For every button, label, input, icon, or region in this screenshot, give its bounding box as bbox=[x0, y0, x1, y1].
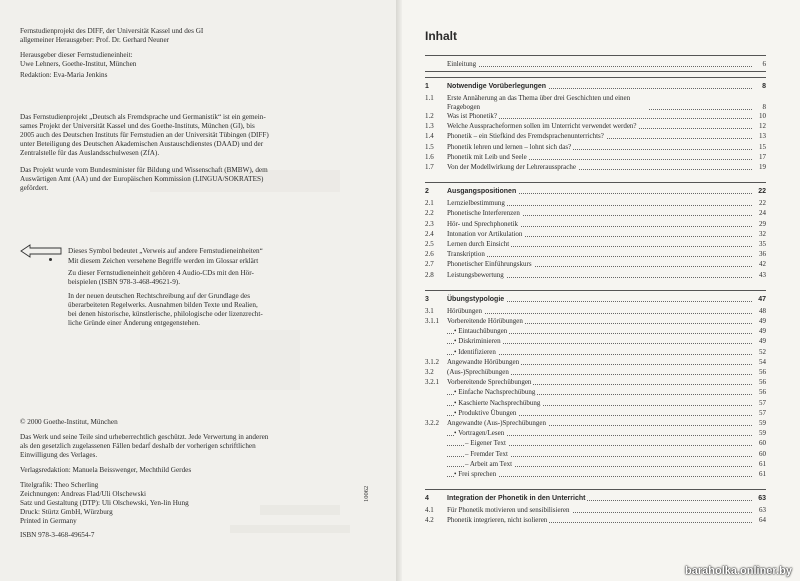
toc-title: • Produktive Übungen bbox=[454, 408, 517, 417]
verlagsredaktion: Verlagsredaktion: Manuela Beisswenger, Mechthild Gerdes bbox=[20, 466, 192, 474]
toc-entry bbox=[425, 122, 766, 131]
toc-number: 3.2.2 bbox=[425, 419, 439, 427]
toc-entry bbox=[425, 516, 766, 525]
toc-entry bbox=[425, 450, 766, 459]
isbn: ISBN 978-3-468-49654-7 bbox=[20, 531, 95, 539]
toc-entry bbox=[425, 470, 766, 479]
toc-title: • Eintauchübungen bbox=[454, 327, 508, 336]
toc-title: Von der Modellwirkung der Lehreraussprache bbox=[447, 163, 576, 171]
toc-page-number: 6 bbox=[762, 60, 766, 68]
toc-title: Transkription bbox=[447, 250, 485, 259]
toc-number: 3.1.1 bbox=[425, 317, 439, 325]
copyright: © 2000 Goethe-Institut, München bbox=[20, 418, 118, 426]
editors-line: Uwe Lehners, Goethe-Institut, München bbox=[20, 60, 137, 68]
toc-title: • Diskriminieren bbox=[454, 337, 501, 346]
toc-entry bbox=[425, 199, 766, 208]
toc-leader-dots bbox=[447, 256, 752, 257]
toc-entry bbox=[425, 388, 766, 397]
toc-page-number: 56 bbox=[759, 368, 766, 376]
toc-page-number: 29 bbox=[759, 219, 766, 228]
toc-page-number: 47 bbox=[758, 295, 766, 303]
toc-number: 2.2 bbox=[425, 209, 434, 218]
toc-page-number: 36 bbox=[759, 250, 766, 259]
toc-page-number: 8 bbox=[762, 103, 766, 111]
toc-number: 1.3 bbox=[425, 122, 434, 131]
divider bbox=[425, 489, 766, 490]
project-line: unter Beteiligung des Deutschen Akademischen Austauschdienstes (DAAD) und der bbox=[20, 140, 264, 148]
toc-entry bbox=[425, 378, 766, 387]
credits-line: Titelgrafik: Theo Scherling bbox=[20, 481, 99, 489]
project-line: sames Projekt der Universität Kassel und des Goethe-Instituts, München (GI), bis bbox=[20, 122, 255, 130]
toc-title: • Frei sprechen bbox=[454, 470, 497, 478]
toc-number: 2.3 bbox=[425, 219, 434, 228]
toc-page-number: 56 bbox=[759, 388, 766, 397]
toc-title: Übungstypologie bbox=[447, 295, 505, 303]
toc-title: Hör- und Sprechphonetik bbox=[447, 219, 519, 228]
toc-entry bbox=[425, 230, 766, 239]
toc-entry bbox=[425, 307, 766, 316]
toc-page-number: 49 bbox=[759, 327, 766, 336]
toc-entry bbox=[425, 494, 766, 503]
toc-title: • Kaschierte Nachsprechübung bbox=[454, 398, 541, 407]
toc-title: – Eigener Text bbox=[465, 439, 506, 448]
toc-title: Phonetik – ein Stiefkind des Fremdsprachenunterrichts? bbox=[447, 132, 604, 141]
toc-leader-dots bbox=[447, 313, 752, 314]
toc-page-number: 61 bbox=[759, 459, 766, 468]
toc-title: Angewandte (Aus-)Sprechübungen bbox=[447, 419, 546, 427]
funding-line: gefördert. bbox=[20, 184, 49, 192]
toc-title: Lernen durch Einsicht bbox=[447, 240, 510, 248]
toc-title: Integration der Phonetik in den Unterricht bbox=[447, 495, 586, 503]
toc-entry bbox=[425, 460, 766, 469]
page-title: Inhalt bbox=[425, 29, 457, 43]
toc-page-number: 57 bbox=[759, 398, 766, 407]
spelling-line: In der neuen deutschen Rechtschreibung auf der Grundlage des bbox=[68, 292, 251, 300]
funding-line: Auswärtigen Amt (AA) und der Europäischen Kommission (LINGUA/SOKRATES) bbox=[20, 175, 264, 183]
toc-page-number: 10 bbox=[759, 112, 766, 120]
book-gutter bbox=[396, 0, 402, 581]
toc-leader-dots bbox=[447, 66, 752, 67]
toc-number: 2.4 bbox=[425, 229, 434, 238]
toc-page-number: 17 bbox=[759, 152, 766, 161]
toc-entry bbox=[425, 368, 766, 377]
toc-page-number: 56 bbox=[759, 378, 766, 387]
divider bbox=[425, 182, 766, 183]
toc-title: Intonation vor Artikulation bbox=[447, 229, 523, 238]
toc-page-number: 13 bbox=[759, 132, 766, 141]
toc-title: Vorbereitende Hörübungen bbox=[447, 317, 523, 325]
toc-page-number: 32 bbox=[759, 229, 766, 238]
toc-title: Phonetischer Einführungskurs bbox=[447, 260, 532, 269]
toc-entry bbox=[425, 209, 766, 218]
toc-page-number: 43 bbox=[759, 270, 766, 279]
toc-title: Für Phonetik motivieren und sensibilisieren bbox=[447, 506, 570, 515]
toc-title: Angewandte Hörübungen bbox=[447, 357, 520, 366]
toc-entry bbox=[425, 187, 766, 196]
divider bbox=[425, 77, 766, 78]
toc-page-number: 22 bbox=[759, 199, 766, 208]
glossary-dot-icon bbox=[49, 258, 52, 261]
credits-line: Zeichnungen: Andreas Flad/Uli Olschewski bbox=[20, 490, 146, 498]
toc-entry bbox=[425, 250, 766, 259]
toc-page-number: 60 bbox=[759, 439, 766, 448]
toc-title: Hörübungen bbox=[447, 306, 482, 315]
spelling-line: bei denen historische, künstlerische, philologische oder lizenzrecht- bbox=[68, 310, 263, 318]
toc-title: Leistungsbewertung bbox=[447, 270, 504, 279]
toc-number: 3.2 bbox=[425, 368, 434, 376]
toc-page-number: 61 bbox=[759, 470, 766, 478]
watermark: baraholka.onliner.by bbox=[685, 565, 792, 577]
toc-entry bbox=[425, 419, 766, 428]
toc-title: Welche Ausspracheformen sollen im Unterricht verwendet werden? bbox=[447, 122, 637, 131]
toc-entry bbox=[425, 327, 766, 336]
bleed-through-block bbox=[230, 525, 350, 533]
toc-entry bbox=[425, 399, 766, 408]
toc-page-number: 64 bbox=[759, 516, 766, 525]
toc-title: Lernzielbestimmung bbox=[447, 199, 505, 208]
toc-title: – Fremder Text bbox=[465, 449, 508, 458]
toc-number: 2.6 bbox=[425, 250, 434, 259]
rights-line: Das Werk und seine Teile sind urheberrechtlich geschützt. Jede Verwertung in anderen bbox=[20, 433, 269, 441]
header-line: allgemeiner Herausgeber: Prof. Dr. Gerhard Neuner bbox=[20, 36, 170, 44]
toc-title: Phonetik integrieren, nicht isolieren bbox=[447, 516, 548, 525]
toc-number: 1.4 bbox=[425, 132, 434, 141]
header-line: Fernstudienprojekt des DIFF, der Universität Kassel und des GI bbox=[20, 27, 204, 35]
toc-entry bbox=[425, 143, 766, 152]
toc-title: – Arbeit am Text bbox=[465, 459, 513, 468]
toc-number: 2.1 bbox=[425, 199, 434, 208]
toc-entry bbox=[425, 295, 766, 304]
toc-entry bbox=[425, 271, 766, 280]
toc-entry bbox=[425, 94, 766, 112]
toc-number: 1.6 bbox=[425, 152, 434, 161]
toc-title: Was ist Phonetik? bbox=[447, 112, 497, 120]
toc-number: 3.1 bbox=[425, 306, 434, 315]
toc-entry bbox=[425, 220, 766, 229]
toc-number: 2.5 bbox=[425, 240, 434, 248]
project-line: 2005 auch des Deutschen Instituts für Fernstudien an der Universität Tübingen (DIFF) bbox=[20, 131, 269, 139]
toc-page-number: 59 bbox=[759, 419, 766, 427]
bleed-through-block bbox=[260, 505, 340, 515]
toc-title: (Aus-)Sprechübungen bbox=[447, 368, 509, 376]
toc-page-number: 48 bbox=[759, 306, 766, 315]
toc-page-number: 8 bbox=[762, 83, 766, 90]
toc-title: Erste Annäherung an das Thema über drei Geschichten und einen Fragebogen bbox=[447, 94, 649, 111]
toc-entry bbox=[425, 132, 766, 141]
toc-page-number: 60 bbox=[759, 449, 766, 458]
toc-title: Notwendige Vorüberlegungen bbox=[447, 83, 547, 90]
toc-entry bbox=[425, 337, 766, 346]
toc-entry bbox=[425, 60, 766, 69]
toc-title: Phonetik lehren und lernen – lohnt sich das? bbox=[447, 142, 572, 151]
audio-line: Zu dieser Fernstudieneinheit gehören 4 Audio-CDs mit den Hör- bbox=[68, 269, 254, 277]
toc-page-number: 52 bbox=[759, 347, 766, 356]
redaktion-line: Redaktion: Eva-Maria Jenkins bbox=[20, 71, 108, 79]
toc-entry bbox=[425, 82, 766, 91]
toc-page-number: 42 bbox=[759, 260, 766, 269]
spelling-line: überarbeiteten Regelwerks. Ausnahmen bilden Texte und Realien, bbox=[68, 301, 258, 309]
symbol-dot-text: Mit diesem Zeichen versehene Begriffe werden im Glossar erklärt bbox=[68, 257, 259, 265]
toc-title: Einleitung bbox=[447, 60, 477, 68]
toc-page-number: 35 bbox=[759, 240, 766, 248]
toc-number: 4.1 bbox=[425, 506, 434, 515]
toc-number: 1.2 bbox=[425, 112, 434, 120]
toc-page-number: 63 bbox=[759, 506, 766, 515]
rights-line: als den gesetzlich zugelassenen Fällen bedarf deshalb der vorherigen schriftlichen bbox=[20, 442, 256, 450]
project-line: Das Fernstudienprojekt „Deutsch als Fremdsprache und Germanistik“ ist ein gemein- bbox=[20, 113, 266, 121]
toc-number: 2.8 bbox=[425, 270, 434, 279]
toc-entry bbox=[425, 260, 766, 269]
spelling-line: liche Gründe einer Änderung entgegenstehen. bbox=[68, 319, 200, 327]
toc-page-number: 59 bbox=[759, 429, 766, 438]
toc-entry bbox=[425, 358, 766, 367]
toc-number: 3 bbox=[425, 295, 429, 303]
toc-entry bbox=[425, 317, 766, 326]
divider bbox=[425, 55, 766, 56]
toc-entry bbox=[425, 409, 766, 418]
credits-line: Printed in Germany bbox=[20, 517, 77, 525]
toc-page-number: 54 bbox=[759, 357, 766, 366]
toc-page-number: 22 bbox=[758, 188, 766, 196]
toc-title: Phonetische Interferenzen bbox=[447, 209, 520, 218]
toc-number: 4.2 bbox=[425, 516, 434, 525]
toc-number: 2 bbox=[425, 188, 429, 196]
toc-page-number: 19 bbox=[759, 163, 766, 171]
toc-title: Ausgangspositionen bbox=[447, 188, 517, 196]
toc-entry bbox=[425, 429, 766, 438]
toc-page-number: 49 bbox=[759, 337, 766, 346]
toc-page-number: 49 bbox=[759, 317, 766, 325]
toc-title: • Identifizieren bbox=[454, 347, 496, 356]
symbol-arrow-text: Dieses Symbol bedeutet „Verweis auf andere Fernstudieneinheiten“ bbox=[68, 247, 263, 255]
toc-number: 1.5 bbox=[425, 142, 434, 151]
toc-entry bbox=[425, 153, 766, 162]
side-number: 10062 bbox=[363, 485, 370, 502]
toc-title: Vorbereitende Sprechübungen bbox=[447, 378, 532, 387]
toc-page-number: 63 bbox=[758, 495, 766, 503]
toc-entry bbox=[425, 163, 766, 172]
divider bbox=[425, 290, 766, 291]
toc-page-number: 57 bbox=[759, 408, 766, 417]
reference-arrow-icon bbox=[20, 244, 62, 258]
toc-entry bbox=[425, 348, 766, 357]
audio-line: beispielen (ISBN 978-3-468-49621-9). bbox=[68, 278, 180, 286]
divider bbox=[425, 71, 766, 72]
toc-title: • Einfache Nachsprechübung bbox=[454, 388, 536, 397]
rights-line: Einwilligung des Verlages. bbox=[20, 451, 98, 459]
toc-page-number: 15 bbox=[759, 142, 766, 151]
editors-line: Herausgeber dieser Fernstudieneinheit: bbox=[20, 51, 133, 59]
toc-title: • Vortragen/Lesen bbox=[454, 429, 505, 438]
toc-entry bbox=[425, 240, 766, 249]
toc-entry bbox=[425, 506, 766, 515]
toc-number: 1 bbox=[425, 83, 429, 90]
toc-entry bbox=[425, 439, 766, 448]
credits-line: Druck: Stürtz GmbH, Würzburg bbox=[20, 508, 113, 516]
toc-page-number: 24 bbox=[759, 209, 766, 218]
toc-number: 1.1 bbox=[425, 94, 434, 102]
toc-title: Phonetik mit Leib und Seele bbox=[447, 152, 527, 161]
toc-number: 3.1.2 bbox=[425, 357, 439, 366]
toc-number: 2.7 bbox=[425, 260, 434, 269]
toc-number: 3.2.1 bbox=[425, 378, 439, 387]
toc-number: 1.7 bbox=[425, 163, 434, 171]
toc-entry bbox=[425, 112, 766, 121]
toc-number: 4 bbox=[425, 495, 429, 503]
toc-page-number: 12 bbox=[759, 122, 766, 131]
credits-line: Satz und Gestaltung (DTP): Uli Olschewski, Yen-lin Hung bbox=[20, 499, 189, 507]
bleed-through-block bbox=[140, 330, 300, 390]
project-line: Zentralstelle für das Auslandsschulwesen (ZfA). bbox=[20, 149, 160, 157]
funding-line: Das Projekt wurde vom Bundesminister für Bildung und Wissenschaft (BMBW), dem bbox=[20, 166, 268, 174]
